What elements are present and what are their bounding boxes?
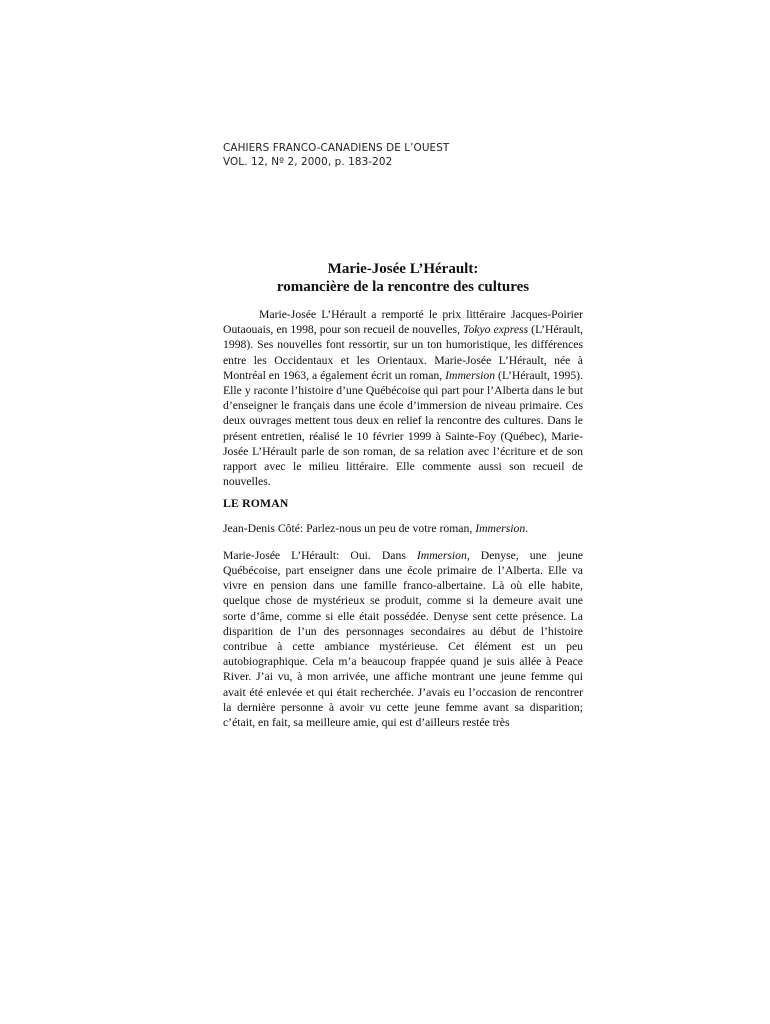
- interview-question: [223, 521, 583, 536]
- intro-text-a: Marie-Josée L’Hérault a remporté le prix littéraire Jacques-Poirier Outaouais, en 1998, pour son recueil de nouvelles,: [223, 308, 583, 337]
- article-title: [223, 260, 583, 296]
- article-body: [223, 307, 583, 730]
- question-text-a: Jean-Denis Côté: Parlez-nous un peu de votre roman,: [223, 521, 476, 535]
- journal-volume: VOL. 12, Nº 2, 2000, p. 183-202: [223, 156, 393, 168]
- title-line-1: Marie-Josée L’Hérault:: [327, 261, 479, 277]
- journal-name: CAHIERS FRANCO-CANADIENS DE L’OUEST: [223, 142, 450, 154]
- journal-header: [223, 141, 449, 169]
- title-line-2: romancière de la rencontre des cultures: [276, 279, 530, 295]
- intro-text-c: (L’Hérault, 1998). Ses nouvelles font ressortir, sur un ton humoristique, les différences entre les Occidentaux et les Orientaux. Marie-Josée L’Hérault, née à Montréal en 1963, a également écrit un roman,: [223, 323, 583, 382]
- intro-title-tokyo: Tokyo express: [463, 323, 529, 337]
- interview-answer: [223, 548, 583, 730]
- question-text-c: .: [525, 521, 529, 535]
- section-heading: LE ROMAN: [223, 497, 289, 511]
- intro-paragraph: [223, 307, 583, 489]
- intro-title-immersion: Immersion: [445, 368, 496, 382]
- intro-text-e: (L’Hérault, 1995). Elle y raconte l’histoire d’une Québécoise qui part pour l’Alberta dans le but d’enseigner le français dans une école d’immersion de niveau primaire. Ces deux ouvrages mettent tous deux en relief la rencontre des cultures. Dans le présent entretien, réalisé le 10 février 1999 à Sainte-Foy (Québec), Marie-Josée L’Hérault parle de son roman, de sa relation avec l’écriture et de son rapport avec le milieu littéraire. Elle commente aussi son recueil de nouvelles.: [223, 368, 583, 489]
- question-title: Immersion: [475, 521, 526, 535]
- answer-text-a: Marie-Josée L’Hérault: Oui. Dans: [223, 548, 417, 562]
- answer-title: Immersion: [416, 548, 467, 562]
- answer-text-c: , Denyse, une jeune Québécoise, part enseigner dans une école primaire de l’Alberta. Elle va vivre en pension dans une famille franco-albertaine. Là où elle habite, quelque chose de mystérieux se produit, comme si la demeure avait une sorte d’âme, comme si elle était possédée. Denyse sent cette présence. La disparition de l’un des personnages secondaires au début de l’histoire contribue à cette ambiance mystérieuse. Cet élément est un peu autobiographique. Cela m’a beaucoup frappée quand je suis allée à Peace River. J’ai vu, à mon arrivée, une affiche montrant une jeune femme qui avait été enlevée et qui était recherchée. J’avais eu l’occasion de rencontrer la dernière personne à avoir vu cette jeune femme avant sa disparition; c’était, en fait, sa meilleure amie, qui est d’ailleurs restée très: [223, 548, 583, 730]
